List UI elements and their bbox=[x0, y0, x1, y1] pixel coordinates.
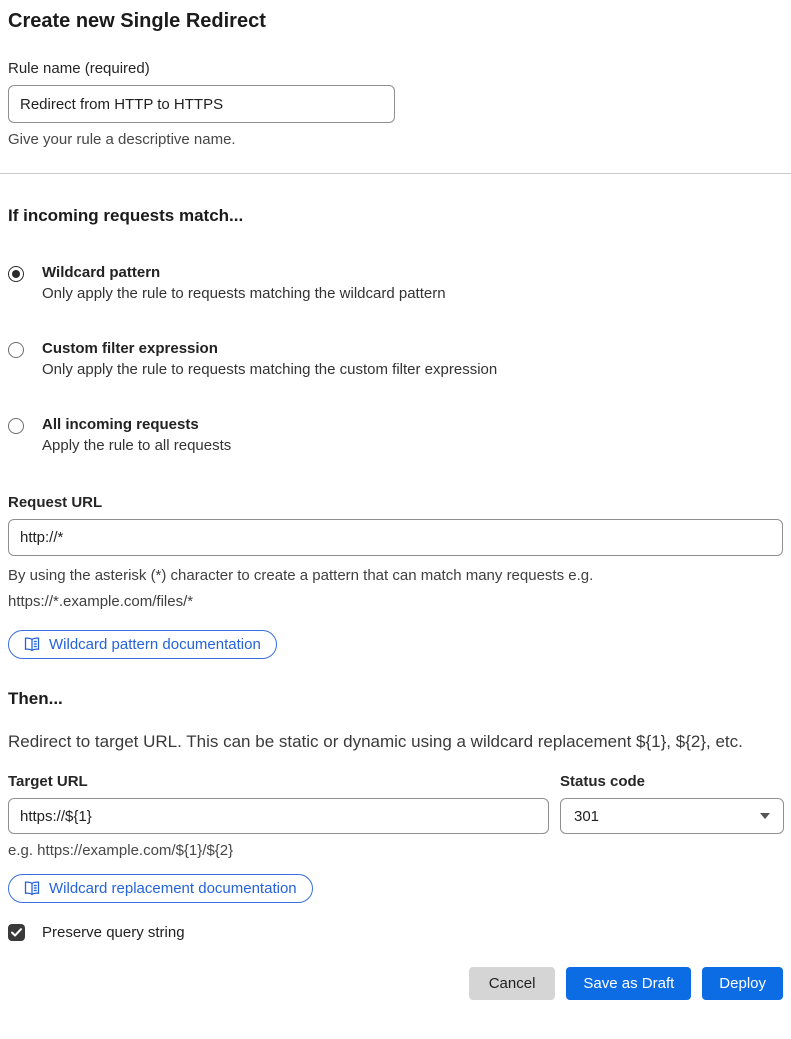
rule-name-label: Rule name (required) bbox=[8, 60, 150, 77]
radio-option-wildcard-pattern[interactable] bbox=[8, 264, 783, 302]
doc-button-label: Wildcard replacement documentation bbox=[49, 880, 297, 897]
request-url-help-line1: By using the asterisk (*) character to create a pattern that can match many requests e.g. bbox=[8, 567, 594, 584]
preserve-query-checkbox-row[interactable] bbox=[8, 924, 783, 941]
chevron-down-icon bbox=[760, 813, 770, 819]
cancel-button[interactable]: Cancel bbox=[469, 967, 556, 1000]
radio-option-custom-filter[interactable] bbox=[8, 340, 783, 378]
radio-selected-icon[interactable] bbox=[8, 266, 24, 282]
request-url-help-line2: https://*.example.com/files/* bbox=[8, 593, 194, 610]
request-url-help bbox=[8, 563, 783, 615]
status-code-select[interactable] bbox=[560, 798, 784, 834]
then-section-heading: Then... bbox=[8, 689, 63, 708]
target-url-label: Target URL bbox=[8, 773, 88, 790]
status-code-label: Status code bbox=[560, 773, 646, 790]
radio-label: All incoming requests bbox=[42, 416, 199, 433]
radio-description: Only apply the rule to requests matching the custom filter expression bbox=[42, 361, 498, 378]
radio-label: Custom filter expression bbox=[42, 340, 218, 357]
match-section-heading: If incoming requests match... bbox=[8, 206, 244, 225]
save-as-draft-button[interactable]: Save as Draft bbox=[566, 967, 691, 1000]
preserve-query-label: Preserve query string bbox=[42, 924, 185, 941]
target-row bbox=[0, 773, 791, 859]
rule-name-help: Give your rule a descriptive name. bbox=[8, 131, 236, 148]
radio-unselected-icon[interactable] bbox=[8, 418, 24, 434]
request-url-input[interactable] bbox=[8, 519, 783, 556]
radio-option-all-requests[interactable] bbox=[8, 416, 783, 454]
radio-description: Apply the rule to all requests bbox=[42, 437, 232, 454]
open-book-icon bbox=[24, 881, 40, 896]
then-description: Redirect to target URL. This can be static or dynamic using a wildcard replacement ${1}, ${2}, etc. bbox=[8, 732, 743, 751]
page-title: Create new Single Redirect bbox=[8, 10, 266, 32]
section-divider bbox=[0, 173, 791, 174]
deploy-button[interactable]: Deploy bbox=[702, 967, 783, 1000]
wildcard-pattern-doc-button[interactable] bbox=[8, 630, 277, 659]
doc-button-label: Wildcard pattern documentation bbox=[49, 636, 261, 653]
request-url-label: Request URL bbox=[8, 494, 103, 511]
radio-label: Wildcard pattern bbox=[42, 264, 161, 281]
checkbox-checked-icon[interactable] bbox=[8, 924, 25, 941]
footer-actions bbox=[0, 967, 791, 1009]
radio-description: Only apply the rule to requests matching the wildcard pattern bbox=[42, 285, 446, 302]
wildcard-replacement-doc-button[interactable] bbox=[8, 874, 313, 903]
target-url-input[interactable] bbox=[8, 798, 549, 834]
rule-name-input[interactable] bbox=[8, 85, 395, 123]
radio-unselected-icon[interactable] bbox=[8, 342, 24, 358]
open-book-icon bbox=[24, 637, 40, 652]
target-url-help: e.g. https://example.com/${1}/${2} bbox=[8, 842, 234, 859]
status-code-value: 301 bbox=[574, 807, 600, 825]
